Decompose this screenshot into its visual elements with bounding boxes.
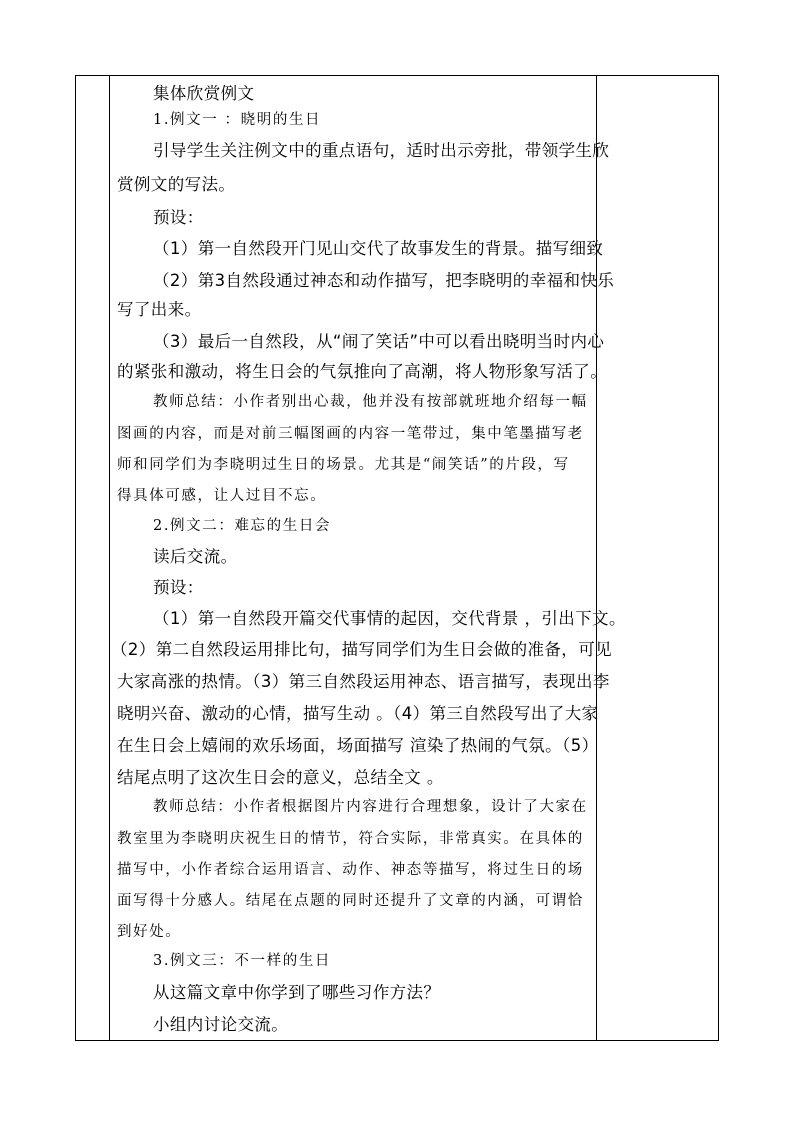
paragraph-line: 在生日会上嬉闹的欢乐场面，场面描写 渲染了热闹的气氛。（5） (117, 736, 599, 755)
paragraph-line: 引导学生关注例文中的重点语句，适时出示旁批，带领学生欣 (153, 141, 610, 160)
example-one-title: 1.例文一 ：晓明的生日 (153, 112, 322, 128)
teacher-summary-line: 教室里为李晓明庆祝生日的情节，符合实际，非常真实。在具体的 (117, 831, 584, 847)
paragraph-line: （3）最后一自然段，从“闹了笑话”中可以看出晓明当时内心 (153, 332, 605, 351)
paragraph-line: （2）第二自然段运用排比句，描写同学们为生日会做的准备，可见 (111, 640, 612, 659)
paragraph-line: （1）第一自然段开门见山交代了故事发生的背景。描写细致 (153, 239, 604, 258)
table-column-divider-right (596, 76, 597, 1040)
paragraph-line: 小组内讨论交流。 (153, 1015, 289, 1034)
paragraph-line: 晓明兴奋、激动的心情，描写生动 。（4）第三自然段写出了大家 (117, 704, 599, 723)
section-heading: 集体欣赏例文 (153, 84, 255, 103)
lesson-content-cell (109, 75, 626, 1041)
paragraph-line: 写了出来。 (117, 300, 202, 319)
teacher-summary-line: 教师总结：小作者根据图片内容进行合理想象，设计了大家在 (153, 799, 588, 815)
preset-label: 预设： (153, 208, 204, 227)
teacher-summary-line: 得具体可感，让人过目不忘。 (117, 488, 327, 504)
paragraph-line: 从这篇文章中你学到了哪些习作方法？ (153, 983, 441, 1002)
paragraph-line: 大家高涨的热情。（3）第三自然段运用神态、语言描写，表现出李 (117, 672, 610, 691)
teacher-summary-line: 图画的内容，而是对前三幅图画的内容一笔带过，集中笔墨描写老 (117, 426, 584, 442)
paragraph-line: 结尾点明了这次生日会的意义，总结全文 。 (117, 768, 444, 787)
preset-label: 预设： (153, 578, 204, 597)
paragraph-line: （1）第一自然段开篇交代事情的起因，交代背景 ，引出下文。 (153, 609, 626, 628)
paragraph-line: 读后交流。 (153, 547, 238, 566)
teacher-summary-line: 师和同学们为李晓明过生日的场景。尤其是“闹笑话”的片段，写 (117, 457, 570, 473)
teacher-summary-line: 教师总结：小作者别出心裁，他并没有按部就班地介绍每一幅 (153, 394, 588, 410)
example-two-title: 2.例文二：难忘的生日会 (153, 518, 332, 534)
teacher-summary-line: 描写中，小作者综合运用语言、动作、神态等描写，将过生日的场 (117, 862, 584, 878)
teacher-summary-line: 面写得十分感人。结尾在点题的同时还提升了文章的内涵，可谓恰 (117, 893, 584, 909)
paragraph-line: （2）第3自然段通过神态和动作描写，把李晓明的幸福和快乐 (153, 271, 615, 290)
paragraph-line: 的紧张和激动，将生日会的气氛推向了高潮，将人物形象写活了。 (117, 362, 608, 381)
teacher-summary-line: 到好处。 (117, 924, 182, 940)
example-three-title: 3.例文三：不一样的生日 (153, 953, 332, 969)
paragraph-line: 赏例文的写法。 (117, 175, 236, 194)
